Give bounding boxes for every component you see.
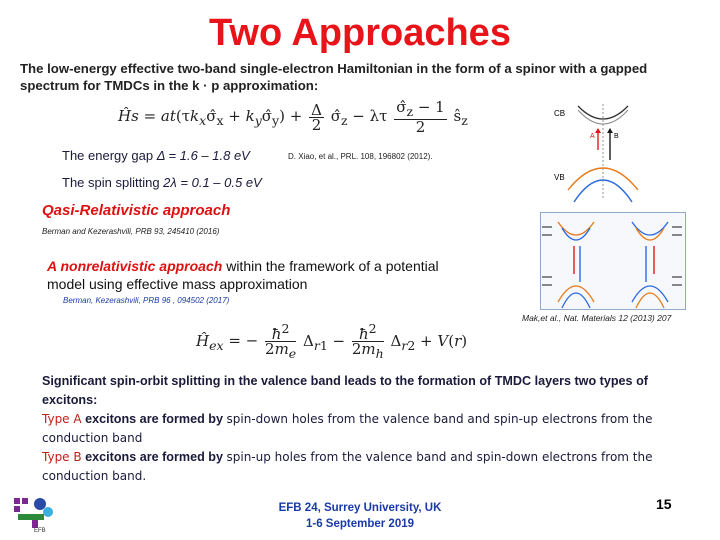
xiao-reference: D. Xiao, et al., PRL. 108, 196802 (2012).: [288, 152, 433, 161]
exciton-types-paragraph: [42, 372, 682, 486]
conference-footer: [230, 500, 490, 532]
hamiltonian-label: Ĥs: [118, 107, 139, 125]
nonrelativistic-block: [47, 257, 439, 293]
energy-gap-line: [62, 148, 250, 163]
conference-line-1: EFB 24, Surrey University, UK: [278, 502, 442, 514]
type-a-mid: excitons are formed by: [81, 412, 227, 426]
qasi-relativistic-heading: Qasi-Relativistic approach: [42, 202, 231, 219]
efb-logo: [12, 494, 64, 534]
berman-2016-reference: Berman and Kezerashvili, PRB 93, 245410 (2016): [42, 227, 220, 236]
band-structure-diagram: [548, 98, 690, 206]
paragraph-line-1: Significant spin-orbit splitting in the valence band leads to the formation of TMDC layers two types of excitons:: [42, 374, 648, 407]
nonrelativistic-text-2: model using effective mass approximation: [47, 276, 308, 292]
spin-splitting-prefix: The spin splitting: [62, 175, 164, 190]
vb-label: VB: [554, 173, 565, 182]
nonrelativistic-text-1: within the framework of a potential: [222, 258, 439, 274]
spin-splitting-value: 2λ = 0.1 – 0.5 eV: [163, 175, 262, 190]
hamiltonian-formula: Ĥs = $at(\tau k_x\sigmâ_x$ + $k_y\sigmâ_y$) + $\frac{\Delta}{2}$ $\sigmâ_z - \lambda\tau$ $\frac{\sigmâ_z - 1}{2}$ $ŝ_z$: [118, 98, 468, 136]
exciton-hamiltonian-formula: $Ĥ_{ex}$ = − $\frac{ħ^2}{2m_e}$ $\Delta_{r1}$ − $\frac{ħ^2}{2m_h}$ $\Delta_{r2} + V(r)$: [196, 321, 468, 361]
intro-text: The low-energy effective two-band single-electron Hamiltonian in the form of a spinor with a gapped spectrum for TMDCs in the k · p approximation:: [20, 61, 648, 93]
energy-gap-prefix: The energy gap: [62, 148, 157, 163]
type-a-line: [42, 410, 682, 448]
type-b-label: Type B: [42, 450, 82, 464]
type-a-description: spin-down holes from the valence band and spin-up electrons from the conduction band: [42, 412, 653, 445]
b-label: B: [614, 133, 619, 140]
valley-spin-diagram: [540, 212, 686, 310]
berman-2017-reference: Berman, Kezerashvili, PRB 96 , 094502 (2017): [63, 296, 230, 305]
mak-reference: Mak,et al., Nat. Materials 12 (2013) 207: [522, 313, 672, 323]
page-number: 15: [656, 496, 672, 512]
cb-label: CB: [554, 109, 566, 118]
nonrelativistic-heading: A nonrelativistic approach: [47, 258, 223, 274]
slide-title: Two Approaches: [209, 12, 511, 54]
logo-caption: EFB: [34, 528, 46, 534]
type-a-label: Type A: [42, 412, 82, 426]
a-label: A: [590, 133, 595, 140]
type-b-description: spin-up holes from the valence band and spin-down electrons from the conduction band.: [42, 450, 653, 483]
conference-line-2: 1-6 September 2019: [305, 518, 415, 530]
spin-splitting-line: [62, 175, 262, 190]
type-b-mid: excitons are formed by: [81, 450, 227, 464]
energy-gap-value: Δ = 1.6 – 1.8 eV: [156, 148, 250, 163]
type-b-line: [42, 448, 682, 486]
